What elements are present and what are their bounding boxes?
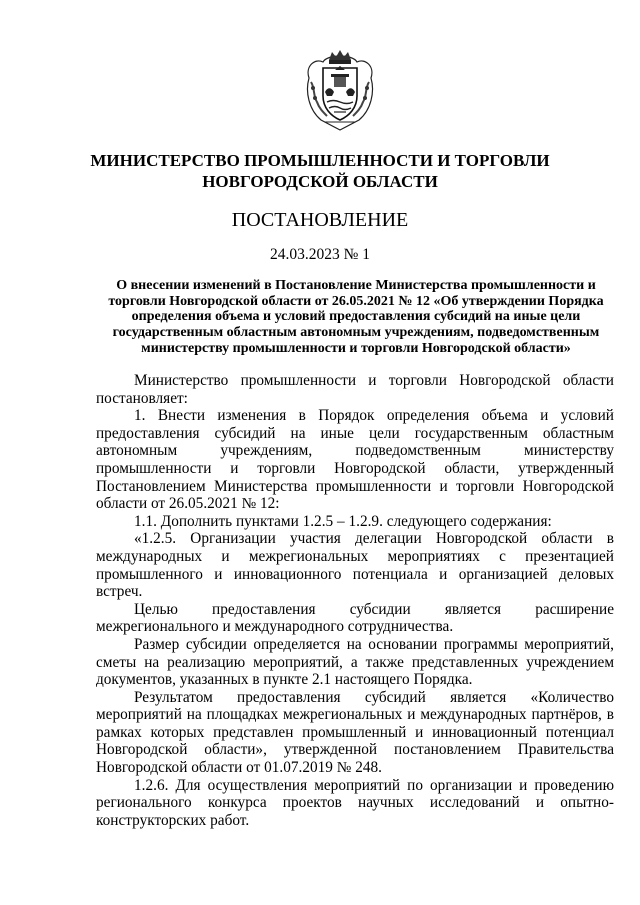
paragraph: «1.2.5. Организации участия делегации Новгородской области в международных и межрегиональных мероприятиях с презентацией промышленного и инновационного потенциала и организацией деловых встреч. [96,530,614,601]
paragraph: Размер субсидии определяется на основании программы мероприятий, сметы на реализацию мероприятий, а также представленных учреждением документов, указанных в пункте 2.1 настоящего Порядка. [96,635,614,689]
paragraph: Результатом предоставления субсидий является «Количество мероприятий на площадках межрегиональных и международных партнёров, в рамках которых представлен промышленный и инновационный потенциал Новгородской области», утвержденной постановлением Правительства Новгородской области от 01.07.2019 № 248. [96,688,614,777]
ministry-name-line2: НОВГОРОДСКОЙ ОБЛАСТИ [202,172,438,191]
document-title: О внесении изменений в Постановление Министерства промышленности и торговли Новгородской области от 26.05.2021 № 12 «Об утверждении Порядка определения объема и условий предоставления субсидий на иные цели государственным областным автономным учреждениям, подведомственным министерству промышленности и торговли Новгородской области» [108,278,604,356]
novgorod-coat-of-arms-icon [301,48,379,132]
ministry-name [40,150,600,192]
document-type: ПОСТАНОВЛЕНИЕ [231,209,409,231]
paragraph: Министерство промышленности и торговли Новгородской области постановляет: [96,372,614,407]
paragraph: 1. Внести изменения в Порядок определения объема и условий предоставления субсидий на иные цели государственным областным автономным учреждениям, подведомственным министерству промышленности и торговли Новгородской области, утвержденный Постановлением Министерства промышленности и торговли Новгородской области от 26.05.2021 № 12: [96,407,614,513]
document-body [96,372,614,829]
paragraph: 1.1. Дополнить пунктами 1.2.5 – 1.2.9. следующего содержания: [134,512,552,530]
ministry-name-line1: МИНИСТЕРСТВО ПРОМЫШЛЕННОСТИ И ТОРГОВЛИ [90,151,550,170]
document-date-number: 24.03.2023 № 1 [269,246,371,263]
paragraph: Целью предоставления субсидии является расширение межрегионального и международного сотрудничества. [96,600,614,636]
paragraph: 1.2.6. Для осуществления мероприятий по организации и проведению регионального конкурса проектов научных исследований и опытно-конструкторских работ. [96,776,614,829]
